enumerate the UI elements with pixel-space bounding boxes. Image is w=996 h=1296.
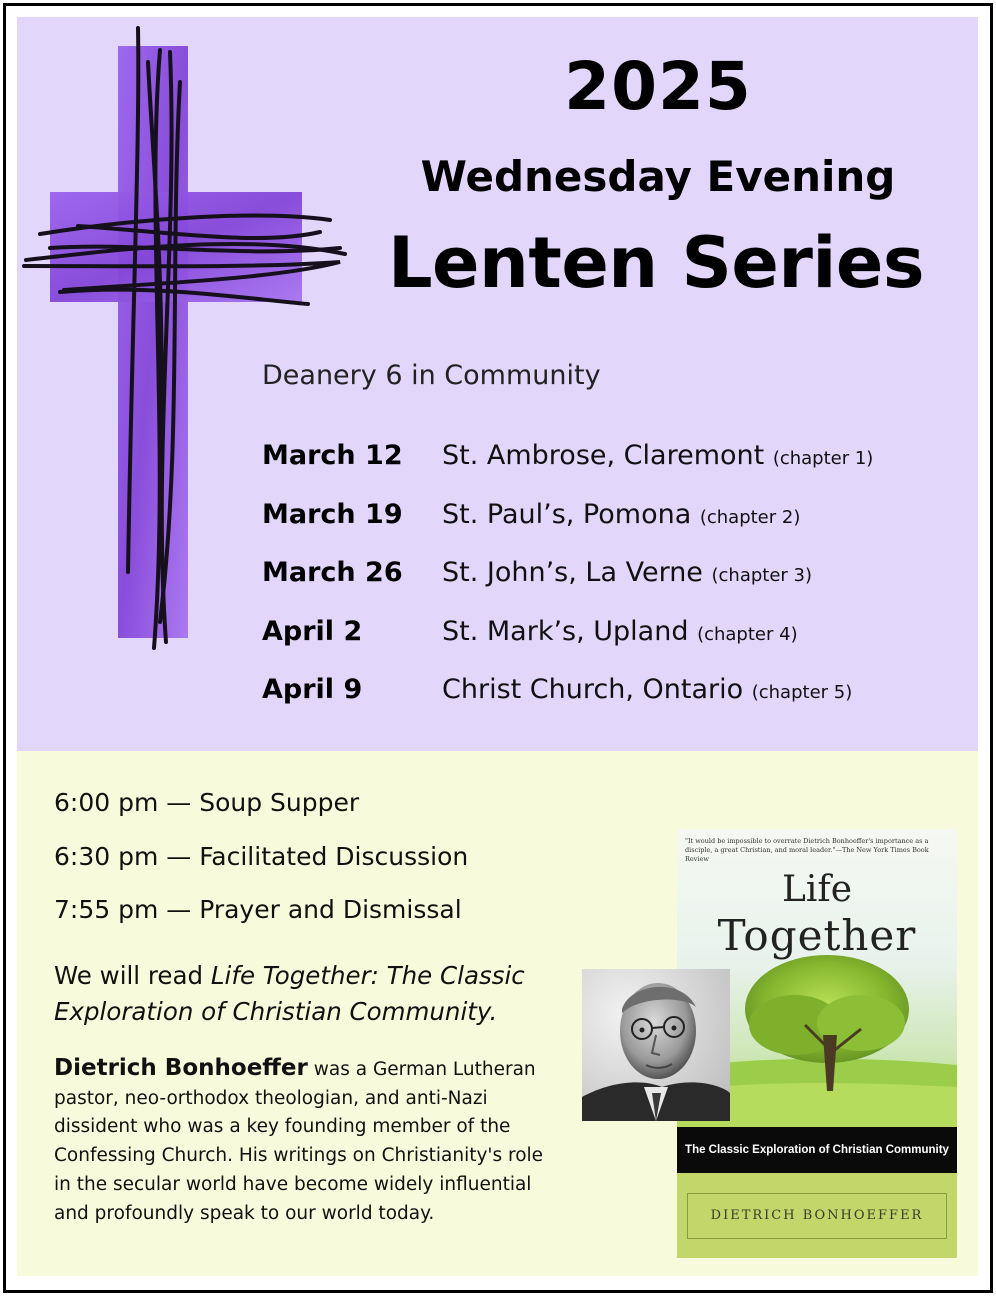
- schedule-row: [262, 674, 962, 733]
- schedule-date: April 2: [262, 615, 363, 647]
- schedule-place: [442, 557, 812, 588]
- author-bio-text: was a German Lutheran pastor, neo-orthodox theologian, and anti-Nazi dissident who was a key founding member of the Confessing Church. His writings on Christianity's role in the secular world have become widely influential and profoundly speak to our world today.: [54, 1059, 544, 1224]
- bonhoeffer-portrait: [582, 969, 730, 1121]
- time-prayer: 7:55 pm — Prayer and Dismissal: [54, 895, 462, 924]
- title-lenten-series: Lenten Series: [387, 222, 925, 304]
- schedule-row: [262, 499, 962, 558]
- schedule-date: March 19: [262, 498, 403, 530]
- book-cover-title-line1: Life: [781, 869, 853, 910]
- book-cover-quote: "It would be impossible to overrate Dietrich Bonhoeffer's importance as a disciple, a great Christian, and moral leader."—The New York Times Book Review: [685, 837, 929, 863]
- schedule-place: [442, 674, 852, 705]
- schedule-place-name: St. John’s, La Verne: [442, 557, 703, 588]
- evening-times: [54, 788, 468, 949]
- schedule-chapter: (chapter 1): [772, 448, 874, 469]
- schedule-place-name: St. Mark’s, Upland: [442, 615, 689, 647]
- schedule-place: [442, 440, 873, 471]
- schedule-place: [442, 616, 798, 647]
- author-bio: [54, 1054, 554, 1228]
- time-discussion: 6:30 pm — Facilitated Discussion: [54, 841, 469, 871]
- schedule-chapter: (chapter 3): [711, 565, 813, 586]
- book-cover-author: DIETRICH BONHOEFFER: [687, 1193, 947, 1239]
- reading-book-title: Life Together: The Classic Exploration of Christian Community.: [54, 961, 525, 1026]
- schedule-date: April 9: [262, 674, 363, 705]
- schedule-place-name: St. Ambrose, Claremont: [442, 440, 765, 471]
- schedule-date: March 12: [262, 440, 403, 471]
- schedule-list: [262, 440, 962, 733]
- schedule-date: March 26: [262, 557, 403, 588]
- schedule-place-name: St. Paul’s, Pomona: [442, 498, 692, 530]
- schedule-chapter: (chapter 5): [751, 682, 853, 703]
- book-cover-subtitle: The Classic Exploration of Christian Community: [677, 1127, 957, 1173]
- schedule-row: [262, 616, 962, 675]
- reading-note: [54, 958, 574, 1030]
- book-cover-title-line2: Together: [717, 911, 917, 960]
- schedule-place: [442, 499, 800, 530]
- schedule-chapter: (chapter 2): [699, 506, 801, 528]
- schedule-chapter: (chapter 4): [697, 623, 798, 645]
- title-wednesday-evening: Wednesday Evening: [420, 152, 896, 201]
- deanery-label: Deanery 6 in Community: [262, 360, 601, 391]
- reading-prefix: We will read: [54, 961, 211, 990]
- schedule-row: [262, 440, 962, 499]
- title-year: 2025: [564, 48, 752, 125]
- time-soup-supper: 6:00 pm — Soup Supper: [54, 788, 360, 817]
- schedule-row: [262, 557, 962, 616]
- schedule-place-name: Christ Church, Ontario: [442, 674, 744, 705]
- author-name: Dietrich Bonhoeffer: [54, 1055, 308, 1081]
